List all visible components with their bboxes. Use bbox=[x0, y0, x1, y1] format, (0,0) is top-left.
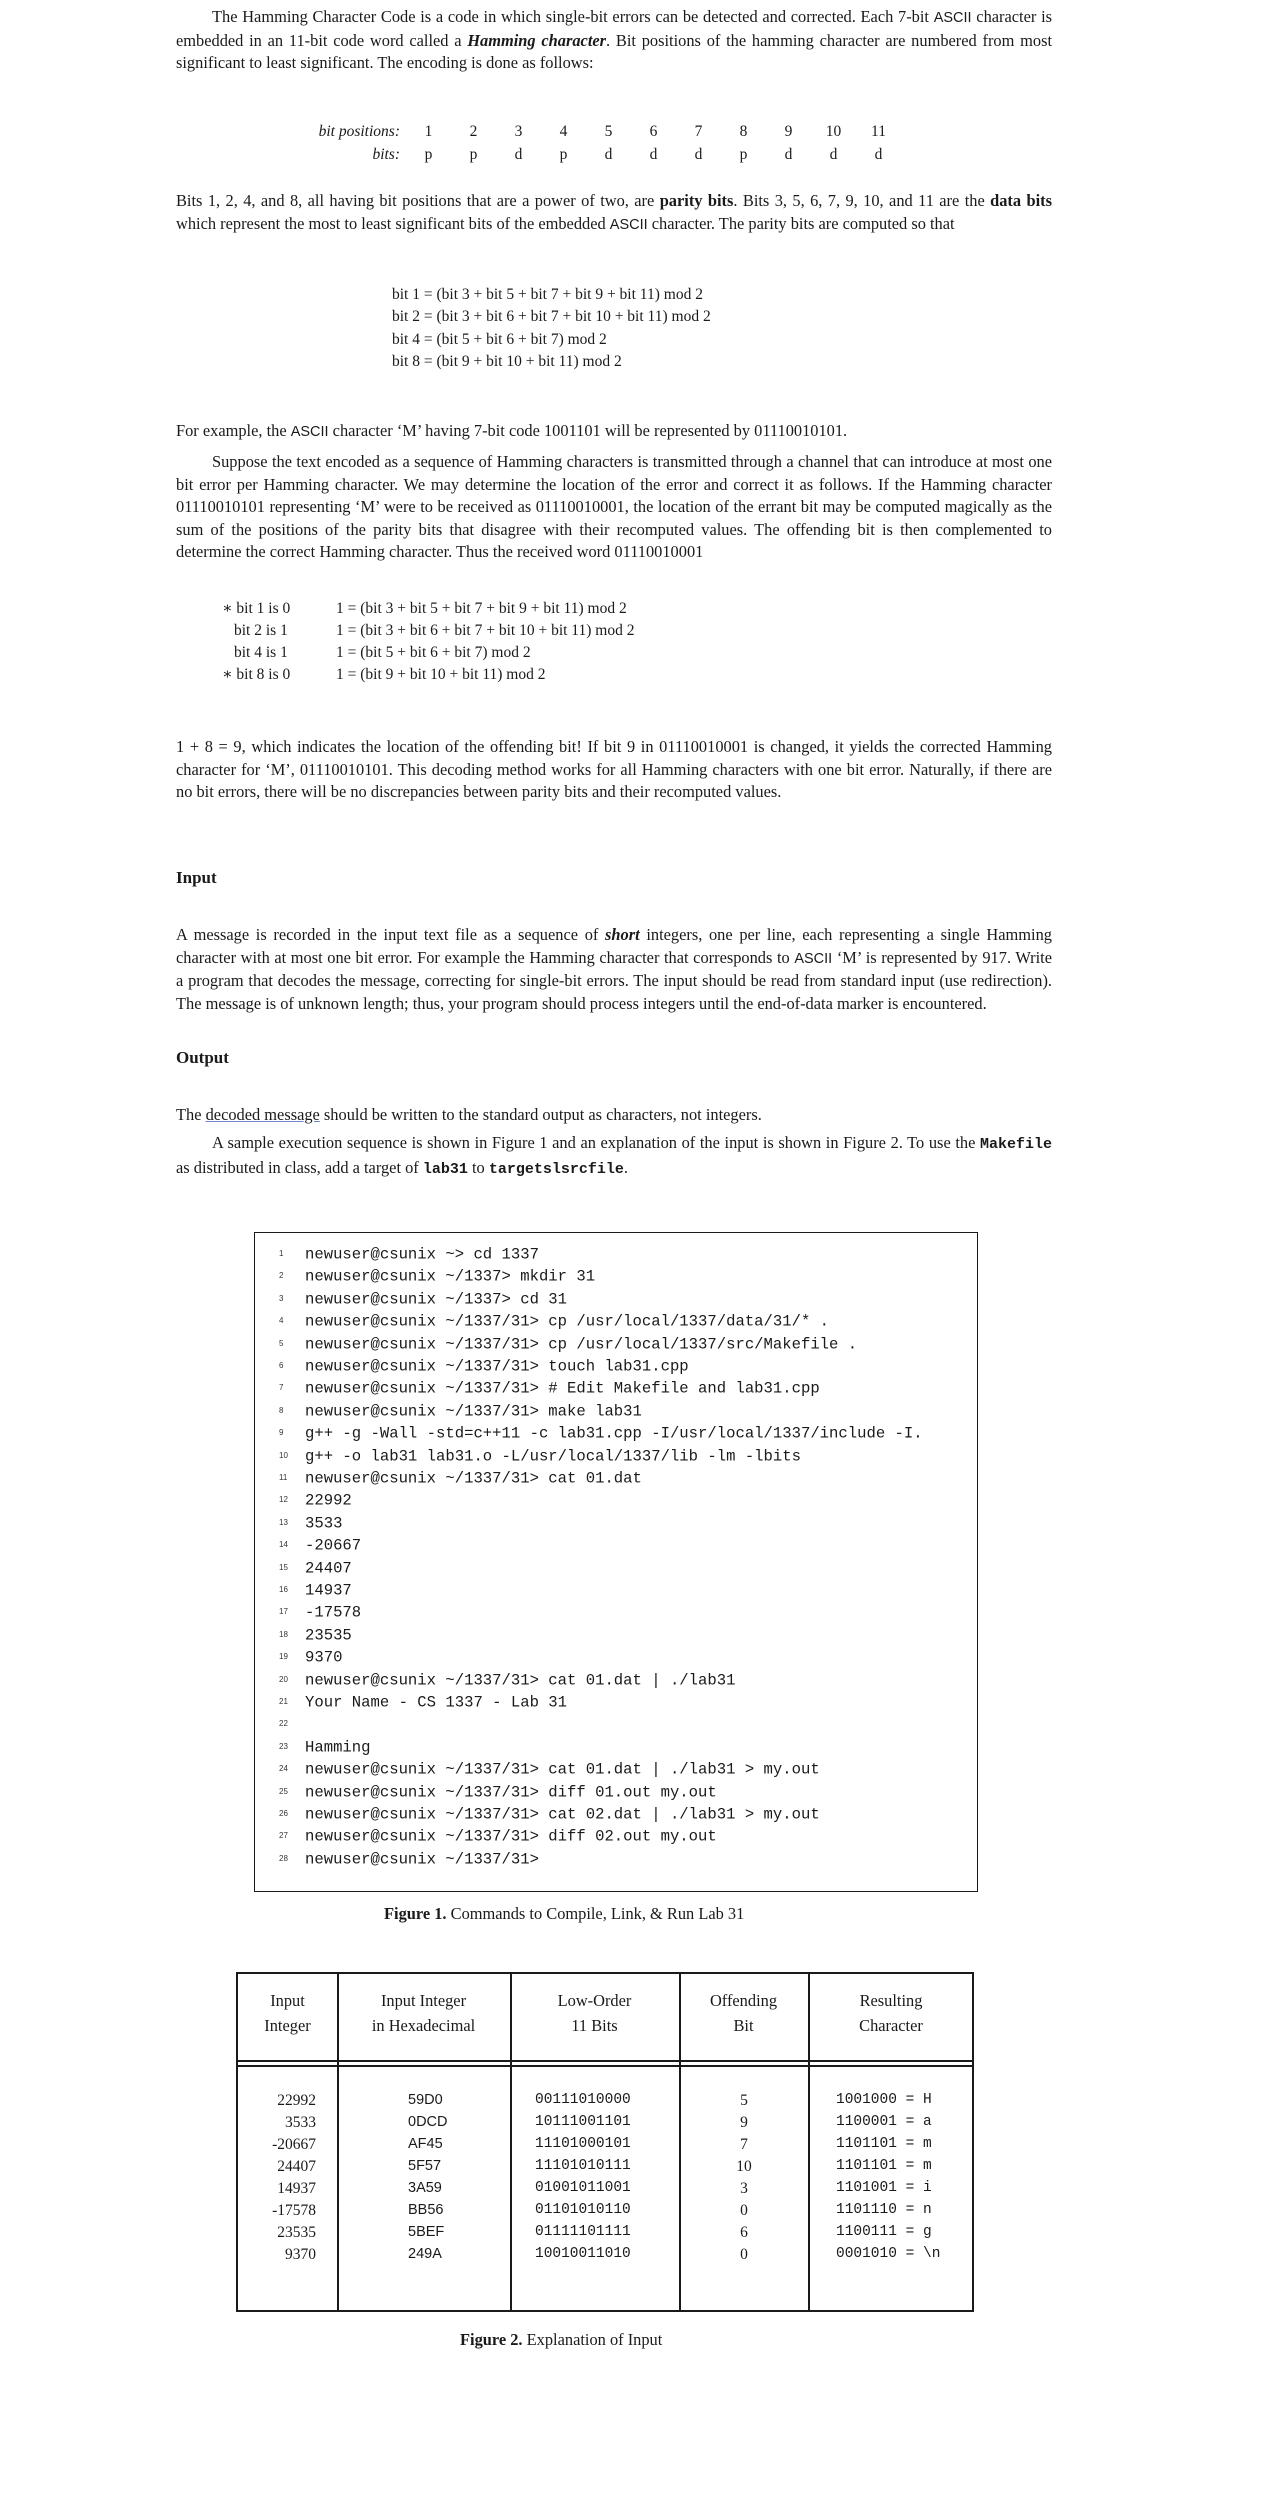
figure-2-label: Figure 2. bbox=[460, 2330, 523, 2349]
code-line bbox=[279, 1624, 352, 1646]
line-number: 6 bbox=[279, 1361, 284, 1370]
intro-text: character is embedded in an 11-bit code word called a bbox=[176, 7, 1052, 50]
figure-1-label: Figure 1. bbox=[384, 1904, 447, 1923]
code-line bbox=[279, 1355, 689, 1377]
short-term: short bbox=[605, 925, 640, 944]
intro-text: . Bit positions of the hamming character are numbered from most significant to least significant. The encoding is done as follows: bbox=[176, 30, 1052, 72]
code-text: newuser@csunix ~/1337/31> cp /usr/local/1337/data/31/* . bbox=[305, 1312, 830, 1331]
low-order-bits-cell: 01101010110 bbox=[535, 2202, 631, 2218]
table-header-line: in Hexadecimal bbox=[371, 2016, 476, 2035]
low-order-bits-cell: 01001011001 bbox=[535, 2180, 631, 2196]
figures-text: to bbox=[467, 1157, 489, 1177]
code-text: newuser@csunix ~/1337/31> diff 01.out my.out bbox=[305, 1782, 717, 1801]
code-line bbox=[279, 1489, 352, 1511]
figures-text: . bbox=[623, 1157, 628, 1177]
parity-check-label: bit 2 is 1 bbox=[234, 622, 288, 639]
input-heading: Input bbox=[176, 868, 217, 887]
input-text: A message is recorded in the input text file as a sequence of bbox=[176, 925, 606, 944]
bit-type: p bbox=[424, 145, 433, 163]
offending-bit-cell: 10 bbox=[736, 2158, 752, 2175]
code-line bbox=[279, 1803, 820, 1825]
line-number: 9 bbox=[279, 1428, 284, 1438]
parity-check-label: ∗ bit 8 is 0 bbox=[222, 666, 291, 683]
code-text: newuser@csunix ~/1337/31> cat 01.dat | ./lab31 bbox=[305, 1670, 736, 1689]
bits-row bbox=[272, 143, 901, 166]
code-line bbox=[279, 1310, 829, 1332]
input-integer-cell: 9370 bbox=[285, 2246, 316, 2263]
line-number: 12 bbox=[279, 1495, 288, 1505]
code-text: newuser@csunix ~/1337> mkdir 31 bbox=[305, 1267, 596, 1286]
resulting-character-cell: 1101101 = m bbox=[836, 2158, 932, 2174]
code-text: 14937 bbox=[305, 1581, 352, 1600]
low-order-bits-cell: 11101010111 bbox=[535, 2158, 631, 2174]
code-text: newuser@csunix ~/1337> cd 31 bbox=[305, 1290, 568, 1309]
output-text: should be written to the standard output as characters, not integers. bbox=[319, 1105, 762, 1124]
code-text: newuser@csunix ~/1337/31> # Edit Makefile and lab31.cpp bbox=[305, 1379, 820, 1398]
line-number: 28 bbox=[279, 1853, 288, 1863]
resulting-character-cell: 1001000 = H bbox=[836, 2092, 932, 2108]
parity-bits-term: parity bits bbox=[659, 191, 734, 210]
line-number: 16 bbox=[279, 1585, 288, 1594]
ascii-term: ASCII bbox=[933, 10, 972, 26]
intro-text: The Hamming Character Code is a code in which single-bit errors can be detected and corrected. Each 7-bit bbox=[212, 7, 934, 26]
line-number: 5 bbox=[279, 1338, 284, 1348]
resulting-character-cell: 1100111 = g bbox=[836, 2224, 932, 2240]
makefile-term: Makefile bbox=[979, 1136, 1052, 1153]
bit-type: d bbox=[514, 145, 523, 163]
offending-bit-cell: 0 bbox=[740, 2202, 748, 2219]
parity-text: which represent the most to least significant bits of the embedded bbox=[176, 213, 610, 233]
code-line bbox=[279, 1781, 717, 1803]
parity-equation: bit 2 = (bit 3 + bit 6 + bit 7 + bit 10 + bit 11) mod 2 bbox=[392, 308, 711, 326]
parity-text: Bits 1, 2, 4, and 8, all having bit positions that are a power of two, are bbox=[176, 191, 660, 210]
code-line bbox=[279, 1422, 923, 1444]
parity-check-list bbox=[222, 598, 634, 686]
parity-check-equation: 1 = (bit 5 + bit 6 + bit 7) mod 2 bbox=[336, 644, 531, 661]
code-line bbox=[279, 1758, 820, 1780]
figure-2-caption bbox=[460, 2330, 662, 2350]
bit-position: 5 bbox=[604, 122, 613, 140]
input-integer-cell: 24407 bbox=[277, 2158, 316, 2175]
code-text: newuser@csunix ~/1337/31> cat 02.dat | ./lab31 > my.out bbox=[305, 1805, 820, 1824]
parity-text: character. The parity bits are computed so that bbox=[647, 213, 955, 233]
resulting-character-cell: 1101101 = m bbox=[836, 2136, 932, 2152]
target-term: lab31 bbox=[422, 1160, 468, 1178]
bit-type: d bbox=[604, 145, 613, 163]
code-line bbox=[279, 1669, 735, 1691]
resulting-character-cell: 1101001 = i bbox=[836, 2180, 932, 2196]
code-text: 24407 bbox=[305, 1558, 352, 1577]
code-line bbox=[279, 1579, 352, 1601]
parity-check-equation: 1 = (bit 3 + bit 6 + bit 7 + bit 10 + bit 11) mod 2 bbox=[336, 622, 635, 639]
code-text: -20667 bbox=[305, 1536, 362, 1555]
code-line bbox=[279, 1400, 642, 1422]
line-number: 22 bbox=[279, 1719, 288, 1729]
code-text: 3533 bbox=[305, 1514, 343, 1533]
line-number: 8 bbox=[279, 1405, 284, 1415]
bit-position: 9 bbox=[784, 122, 793, 140]
code-line bbox=[279, 1713, 305, 1735]
code-line bbox=[279, 1534, 361, 1556]
parity-check-row bbox=[222, 620, 634, 642]
bit-type: d bbox=[649, 145, 658, 163]
example-text: character ‘M’ having 7-bit code 1001101 will be represented by 01110010101. bbox=[328, 421, 848, 440]
code-text: newuser@csunix ~/1337/31> cp /usr/local/1337/src/Makefile . bbox=[305, 1334, 858, 1353]
output-paragraph bbox=[176, 1104, 1052, 1127]
parity-text: . Bits 3, 5, 6, 7, 9, 10, and 11 are the bbox=[733, 191, 991, 210]
code-text: -17578 bbox=[305, 1603, 362, 1622]
table-header-line: Integer bbox=[264, 2016, 311, 2035]
bit-positions-row bbox=[272, 120, 901, 143]
ascii-term: ASCII bbox=[794, 950, 833, 967]
line-number: 14 bbox=[279, 1540, 288, 1550]
code-line bbox=[279, 1333, 857, 1355]
code-line bbox=[279, 1736, 371, 1758]
figure-1-text: Commands to Compile, Link, & Run Lab 31 bbox=[450, 1904, 745, 1923]
suppose-paragraph: Suppose the text encoded as a sequence of Hamming characters is transmitted through a channel that can introduce at most one bit error per Hamming character. We may determine the location of the error and correct it as follows. If the Hamming character 01110010101 representing ‘M’ were to be received as 01110010001, the location of the errant bit may be computed magically as the sum of the positions of the parity bits that disagree with their recomputed values. The offending bit is then complemented to determine the correct Hamming character. Thus the received word 01110010001 bbox=[176, 452, 1052, 561]
bit-position: 10 bbox=[825, 122, 842, 140]
figure-1-caption bbox=[384, 1904, 744, 1924]
line-number: 4 bbox=[279, 1316, 284, 1326]
input-integer-cell: -17578 bbox=[272, 2202, 316, 2219]
conclusion-paragraph: 1 + 8 = 9, which indicates the location of the offending bit! If bit 9 in 01110010001 is changed, it yields the corrected Hamming character for ‘M’, 01110010101. This decoding method works for all Hamming characters with one bit error. Naturally, if there are no bit errors, there will be no discrepancies between parity bits and their recomputed values. bbox=[176, 737, 1052, 801]
line-number: 13 bbox=[279, 1517, 288, 1527]
code-line bbox=[279, 1467, 642, 1489]
offending-bit-cell: 9 bbox=[740, 2114, 748, 2131]
bit-position: 3 bbox=[514, 122, 523, 140]
code-line bbox=[279, 1288, 567, 1310]
input-paragraph bbox=[176, 924, 1052, 1015]
ascii-term: ASCII bbox=[290, 424, 329, 440]
hex-cell: 5BEF bbox=[408, 2224, 445, 2240]
figures-paragraph bbox=[176, 1132, 1052, 1181]
code-line bbox=[279, 1265, 595, 1287]
parity-equations bbox=[392, 284, 711, 373]
bit-type: d bbox=[829, 145, 838, 163]
code-line bbox=[279, 1646, 342, 1668]
line-number: 21 bbox=[279, 1697, 288, 1706]
code-text: newuser@csunix ~/1337/31> bbox=[305, 1850, 539, 1869]
parity-check-equation: 1 = (bit 9 + bit 10 + bit 11) mod 2 bbox=[336, 666, 546, 683]
offending-bit-cell: 3 bbox=[740, 2180, 748, 2197]
code-line bbox=[279, 1557, 352, 1579]
parity-paragraph bbox=[176, 190, 1052, 236]
hex-cell: AF45 bbox=[408, 2136, 443, 2152]
bit-type: d bbox=[874, 145, 883, 163]
parity-check-row bbox=[222, 664, 634, 686]
figures-text: as distributed in class, add a target of bbox=[176, 1157, 423, 1177]
resulting-character-cell: 0001010 = \n bbox=[836, 2246, 941, 2262]
line-number: 10 bbox=[279, 1450, 288, 1460]
offending-bit-cell: 7 bbox=[740, 2136, 748, 2153]
line-number: 3 bbox=[279, 1293, 284, 1303]
code-listing bbox=[254, 1232, 978, 1892]
bit-position: 1 bbox=[424, 122, 433, 140]
line-number: 15 bbox=[279, 1562, 288, 1572]
code-line bbox=[279, 1601, 361, 1623]
parity-equation: bit 1 = (bit 3 + bit 5 + bit 7 + bit 9 + bit 11) mod 2 bbox=[392, 286, 703, 303]
code-text: g++ -g -Wall -std=c++11 -c lab31.cpp -I/usr/local/1337/include -I. bbox=[305, 1424, 923, 1443]
resulting-character-cell: 1100001 = a bbox=[836, 2114, 932, 2130]
hex-cell: 5F57 bbox=[408, 2158, 442, 2174]
table-header-line: Offending bbox=[709, 1991, 778, 2010]
figure-2-text: Explanation of Input bbox=[526, 2330, 663, 2349]
data-bits-term: data bits bbox=[990, 191, 1052, 210]
code-text: 23535 bbox=[305, 1626, 352, 1645]
hex-cell: 59D0 bbox=[408, 2092, 443, 2108]
code-text: newuser@csunix ~/1337/31> make lab31 bbox=[305, 1402, 642, 1421]
low-order-bits-cell: 11101000101 bbox=[535, 2136, 631, 2152]
table-header-rule bbox=[238, 2065, 972, 2067]
table-header-line: Resulting bbox=[859, 1991, 923, 2010]
ascii-term: ASCII bbox=[609, 216, 648, 233]
input-integer-cell: -20667 bbox=[272, 2136, 316, 2153]
bit-position: 7 bbox=[694, 122, 703, 140]
bits-label: bits: bbox=[372, 145, 400, 163]
code-text: newuser@csunix ~/1337/31> cat 01.dat | ./lab31 > my.out bbox=[305, 1760, 820, 1779]
bit-type: p bbox=[739, 145, 748, 163]
offending-bit-cell: 5 bbox=[740, 2092, 748, 2109]
low-order-bits-cell: 00111010000 bbox=[535, 2092, 631, 2108]
code-line bbox=[279, 1848, 539, 1870]
example-text: For example, the bbox=[176, 421, 291, 440]
input-integer-cell: 23535 bbox=[277, 2224, 316, 2241]
hex-cell: 3A59 bbox=[408, 2180, 442, 2196]
code-text: newuser@csunix ~/1337/31> cat 01.dat bbox=[305, 1469, 642, 1488]
input-integer-cell: 3533 bbox=[285, 2114, 316, 2131]
offending-bit-cell: 0 bbox=[740, 2246, 748, 2263]
table-header bbox=[808, 1988, 974, 2038]
line-number: 25 bbox=[279, 1786, 288, 1796]
hex-cell: 0DCD bbox=[408, 2114, 448, 2130]
line-number: 18 bbox=[279, 1629, 288, 1639]
targets-term: targetslsrcfile bbox=[488, 1160, 624, 1178]
table-header bbox=[679, 1988, 808, 2038]
parity-check-label: ∗ bit 1 is 0 bbox=[222, 600, 291, 617]
line-number: 11 bbox=[279, 1473, 288, 1482]
output-heading: Output bbox=[176, 1048, 229, 1067]
code-line bbox=[279, 1691, 567, 1713]
table-header-rule bbox=[238, 2060, 972, 2062]
intro-paragraph bbox=[176, 6, 1052, 75]
bit-positions-table bbox=[272, 120, 901, 166]
decoded-message-link[interactable]: decoded message bbox=[205, 1105, 320, 1124]
line-number: 24 bbox=[279, 1764, 288, 1774]
table-header bbox=[238, 1988, 337, 2038]
code-text: Your Name - CS 1337 - Lab 31 bbox=[305, 1693, 568, 1712]
code-text: 22992 bbox=[305, 1491, 352, 1510]
table-header bbox=[510, 1988, 679, 2038]
table-header-line: Character bbox=[859, 2016, 923, 2035]
code-line bbox=[279, 1825, 717, 1847]
code-text: Hamming bbox=[305, 1738, 371, 1757]
example-paragraph bbox=[176, 420, 1052, 444]
table-header-line: Input bbox=[270, 1991, 305, 2010]
code-line bbox=[279, 1445, 801, 1467]
code-text: 9370 bbox=[305, 1648, 343, 1667]
resulting-character-cell: 1101110 = n bbox=[836, 2202, 932, 2218]
code-text: newuser@csunix ~> cd 1337 bbox=[305, 1245, 539, 1264]
code-line bbox=[279, 1243, 539, 1265]
parity-check-label: bit 4 is 1 bbox=[234, 644, 288, 661]
code-line bbox=[279, 1512, 342, 1534]
bit-position: 2 bbox=[469, 122, 478, 140]
code-text: g++ -o lab31 lab31.o -L/usr/local/1337/lib -lm -lbits bbox=[305, 1446, 801, 1465]
parity-check-equation: 1 = (bit 3 + bit 5 + bit 7 + bit 9 + bit 11) mod 2 bbox=[336, 600, 627, 617]
bit-position: 6 bbox=[649, 122, 658, 140]
input-text: integers, one per line, each representing a single Hamming character with at most one bit error. For example the Hamming character that corresponds to bbox=[176, 925, 1052, 967]
line-number: 7 bbox=[279, 1383, 284, 1393]
line-number: 2 bbox=[279, 1271, 284, 1281]
line-number: 17 bbox=[279, 1607, 288, 1617]
line-number: 27 bbox=[279, 1831, 288, 1841]
bit-type: p bbox=[469, 145, 478, 163]
bit-type: d bbox=[784, 145, 793, 163]
hamming-character-term: Hamming character bbox=[467, 30, 607, 50]
table-header-line: Input Integer bbox=[380, 1991, 467, 2010]
code-text: newuser@csunix ~/1337/31> diff 02.out my.out bbox=[305, 1827, 717, 1846]
input-integer-cell: 22992 bbox=[277, 2092, 316, 2109]
table-header-line: 11 Bits bbox=[571, 2016, 618, 2035]
input-explanation-table bbox=[236, 1972, 974, 2312]
low-order-bits-cell: 01111101111 bbox=[535, 2224, 631, 2240]
parity-equation: bit 8 = (bit 9 + bit 10 + bit 11) mod 2 bbox=[392, 352, 622, 370]
code-line bbox=[279, 1377, 820, 1399]
low-order-bits-cell: 10111001101 bbox=[535, 2114, 631, 2130]
line-number: 1 bbox=[279, 1249, 284, 1258]
bit-type: p bbox=[559, 145, 568, 163]
table-header bbox=[337, 1988, 510, 2038]
parity-equation: bit 4 = (bit 5 + bit 6 + bit 7) mod 2 bbox=[392, 330, 607, 348]
bit-position: 11 bbox=[871, 122, 886, 140]
line-number: 23 bbox=[279, 1741, 288, 1751]
bit-position: 8 bbox=[739, 122, 748, 140]
input-text: ‘M’ is represented by 917. Write a program that decodes the message, correcting for single-bit errors. The input should be read from standard input (use redirection). The message is of unknown length; thus, your program should process integers until the end-of-data marker is encountered. bbox=[176, 947, 1052, 1013]
parity-check-row bbox=[222, 642, 634, 664]
parity-check-row bbox=[222, 598, 634, 620]
line-number: 20 bbox=[279, 1674, 288, 1684]
line-number: 19 bbox=[279, 1652, 288, 1662]
offending-bit-cell: 6 bbox=[740, 2224, 748, 2241]
bit-type: d bbox=[694, 145, 703, 163]
line-number: 26 bbox=[279, 1809, 288, 1818]
output-text: The bbox=[176, 1105, 206, 1124]
table-header-line: Low-Order bbox=[557, 1991, 632, 2010]
code-text: newuser@csunix ~/1337/31> touch lab31.cpp bbox=[305, 1357, 689, 1376]
hex-cell: 249A bbox=[408, 2246, 442, 2262]
hex-cell: BB56 bbox=[408, 2202, 444, 2218]
input-integer-cell: 14937 bbox=[277, 2180, 316, 2197]
table-header-line: Bit bbox=[733, 2016, 754, 2035]
figures-text: A sample execution sequence is shown in Figure 1 and an explanation of the input is shown in Figure 2. To use the bbox=[212, 1133, 980, 1152]
low-order-bits-cell: 10010011010 bbox=[535, 2246, 631, 2262]
bit-positions-label: bit positions: bbox=[318, 122, 400, 140]
bit-position: 4 bbox=[559, 122, 568, 140]
